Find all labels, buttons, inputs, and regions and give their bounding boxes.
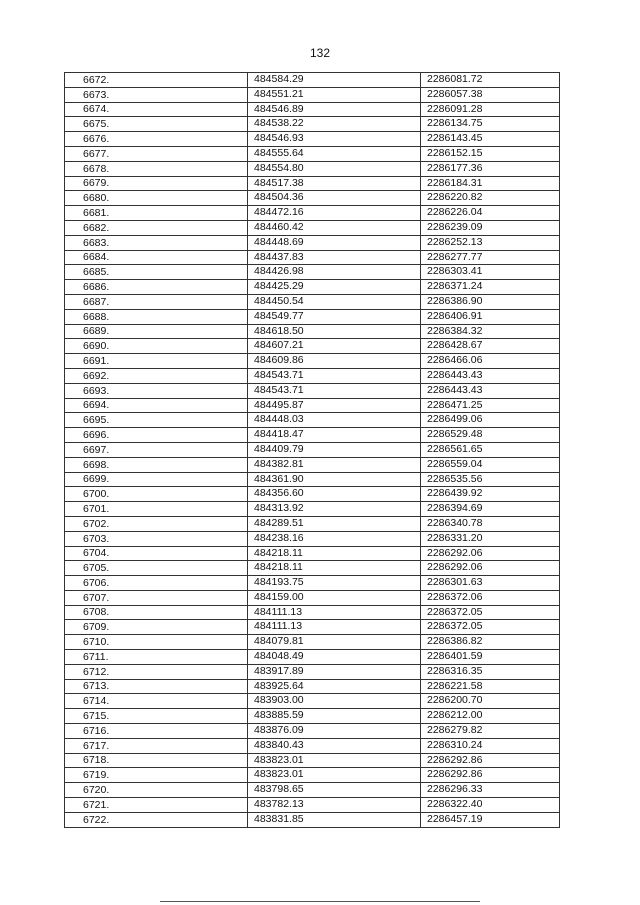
x-coordinate-cell: 484409.79	[248, 442, 421, 457]
point-number-cell: 6705.	[65, 561, 248, 576]
table-row	[65, 191, 560, 206]
point-number-cell: 6694.	[65, 398, 248, 413]
y-coordinate-cell: 2286220.82	[421, 191, 560, 206]
x-coordinate-cell: 484418.47	[248, 428, 421, 443]
y-coordinate-cell: 2286384.32	[421, 324, 560, 339]
x-coordinate-cell: 483903.00	[248, 694, 421, 709]
table-row	[65, 783, 560, 798]
y-coordinate-cell: 2286057.38	[421, 87, 560, 102]
y-coordinate-cell: 2286439.92	[421, 487, 560, 502]
x-coordinate-cell: 484549.77	[248, 309, 421, 324]
table-row	[65, 768, 560, 783]
table-row	[65, 546, 560, 561]
table-row	[65, 650, 560, 665]
table-row	[65, 280, 560, 295]
table-row	[65, 724, 560, 739]
x-coordinate-cell: 484448.69	[248, 235, 421, 250]
table-row	[65, 383, 560, 398]
point-number-cell: 6687.	[65, 294, 248, 309]
y-coordinate-cell: 2286301.63	[421, 576, 560, 591]
x-coordinate-cell: 484238.16	[248, 531, 421, 546]
x-coordinate-cell: 484472.16	[248, 206, 421, 221]
x-coordinate-cell: 484159.00	[248, 590, 421, 605]
x-coordinate-cell: 484426.98	[248, 265, 421, 280]
table-row	[65, 354, 560, 369]
table-row	[65, 265, 560, 280]
x-coordinate-cell: 484584.29	[248, 73, 421, 88]
point-number-cell: 6679.	[65, 176, 248, 191]
y-coordinate-cell: 2286499.06	[421, 413, 560, 428]
x-coordinate-cell: 484361.90	[248, 472, 421, 487]
point-number-cell: 6713.	[65, 679, 248, 694]
x-coordinate-cell: 484517.38	[248, 176, 421, 191]
y-coordinate-cell: 2286303.41	[421, 265, 560, 280]
table-row	[65, 220, 560, 235]
table-row	[65, 176, 560, 191]
table-row	[65, 531, 560, 546]
x-coordinate-cell: 484543.71	[248, 383, 421, 398]
point-number-cell: 6683.	[65, 235, 248, 250]
y-coordinate-cell: 2286081.72	[421, 73, 560, 88]
x-coordinate-cell: 484111.13	[248, 620, 421, 635]
x-coordinate-cell: 484218.11	[248, 561, 421, 576]
x-coordinate-cell: 483925.64	[248, 679, 421, 694]
table-row	[65, 73, 560, 88]
y-coordinate-cell: 2286200.70	[421, 694, 560, 709]
point-number-cell: 6689.	[65, 324, 248, 339]
y-coordinate-cell: 2286134.75	[421, 117, 560, 132]
x-coordinate-cell: 484437.83	[248, 250, 421, 265]
y-coordinate-cell: 2286292.06	[421, 546, 560, 561]
table-row	[65, 442, 560, 457]
x-coordinate-cell: 484618.50	[248, 324, 421, 339]
y-coordinate-cell: 2286529.48	[421, 428, 560, 443]
coordinates-table	[64, 72, 560, 828]
x-coordinate-cell: 483885.59	[248, 709, 421, 724]
x-coordinate-cell: 484460.42	[248, 220, 421, 235]
x-coordinate-cell: 484495.87	[248, 398, 421, 413]
point-number-cell: 6716.	[65, 724, 248, 739]
point-number-cell: 6690.	[65, 339, 248, 354]
point-number-cell: 6688.	[65, 309, 248, 324]
x-coordinate-cell: 483823.01	[248, 753, 421, 768]
y-coordinate-cell: 2286371.24	[421, 280, 560, 295]
point-number-cell: 6675.	[65, 117, 248, 132]
y-coordinate-cell: 2286292.86	[421, 768, 560, 783]
point-number-cell: 6718.	[65, 753, 248, 768]
point-number-cell: 6707.	[65, 590, 248, 605]
y-coordinate-cell: 2286394.69	[421, 502, 560, 517]
point-number-cell: 6701.	[65, 502, 248, 517]
point-number-cell: 6719.	[65, 768, 248, 783]
table-row	[65, 709, 560, 724]
point-number-cell: 6672.	[65, 73, 248, 88]
y-coordinate-cell: 2286331.20	[421, 531, 560, 546]
point-number-cell: 6677.	[65, 146, 248, 161]
y-coordinate-cell: 2286177.36	[421, 161, 560, 176]
table-row	[65, 294, 560, 309]
point-number-cell: 6681.	[65, 206, 248, 221]
point-number-cell: 6697.	[65, 442, 248, 457]
table-row	[65, 132, 560, 147]
x-coordinate-cell: 484218.11	[248, 546, 421, 561]
table-row	[65, 753, 560, 768]
y-coordinate-cell: 2286372.05	[421, 605, 560, 620]
x-coordinate-cell: 483782.13	[248, 798, 421, 813]
table-row	[65, 309, 560, 324]
point-number-cell: 6720.	[65, 783, 248, 798]
table-row	[65, 798, 560, 813]
y-coordinate-cell: 2286322.40	[421, 798, 560, 813]
x-coordinate-cell: 484609.86	[248, 354, 421, 369]
x-coordinate-cell: 483876.09	[248, 724, 421, 739]
x-coordinate-cell: 484543.71	[248, 368, 421, 383]
x-coordinate-cell: 484313.92	[248, 502, 421, 517]
table-row	[65, 87, 560, 102]
point-number-cell: 6676.	[65, 132, 248, 147]
y-coordinate-cell: 2286443.43	[421, 383, 560, 398]
point-number-cell: 6692.	[65, 368, 248, 383]
x-coordinate-cell: 484382.81	[248, 457, 421, 472]
y-coordinate-cell: 2286428.67	[421, 339, 560, 354]
y-coordinate-cell: 2286372.06	[421, 590, 560, 605]
y-coordinate-cell: 2286372.05	[421, 620, 560, 635]
point-number-cell: 6717.	[65, 738, 248, 753]
x-coordinate-cell: 483917.89	[248, 664, 421, 679]
y-coordinate-cell: 2286292.06	[421, 561, 560, 576]
y-coordinate-cell: 2286292.86	[421, 753, 560, 768]
table-row	[65, 605, 560, 620]
y-coordinate-cell: 2286406.91	[421, 309, 560, 324]
y-coordinate-cell: 2286340.78	[421, 516, 560, 531]
table-row	[65, 457, 560, 472]
table-row	[65, 590, 560, 605]
x-coordinate-cell: 484607.21	[248, 339, 421, 354]
x-coordinate-cell: 483823.01	[248, 768, 421, 783]
point-number-cell: 6706.	[65, 576, 248, 591]
point-number-cell: 6700.	[65, 487, 248, 502]
point-number-cell: 6698.	[65, 457, 248, 472]
point-number-cell: 6680.	[65, 191, 248, 206]
y-coordinate-cell: 2286239.09	[421, 220, 560, 235]
point-number-cell: 6695.	[65, 413, 248, 428]
coordinates-table-body	[65, 73, 560, 828]
x-coordinate-cell: 484546.93	[248, 132, 421, 147]
table-row	[65, 576, 560, 591]
y-coordinate-cell: 2286559.04	[421, 457, 560, 472]
x-coordinate-cell: 484504.36	[248, 191, 421, 206]
x-coordinate-cell: 484546.89	[248, 102, 421, 117]
x-coordinate-cell: 483798.65	[248, 783, 421, 798]
y-coordinate-cell: 2286221.58	[421, 679, 560, 694]
point-number-cell: 6673.	[65, 87, 248, 102]
table-row	[65, 102, 560, 117]
point-number-cell: 6703.	[65, 531, 248, 546]
table-row	[65, 339, 560, 354]
table-row	[65, 368, 560, 383]
table-row	[65, 206, 560, 221]
x-coordinate-cell: 483831.85	[248, 812, 421, 827]
y-coordinate-cell: 2286386.90	[421, 294, 560, 309]
table-row	[65, 502, 560, 517]
x-coordinate-cell: 484356.60	[248, 487, 421, 502]
y-coordinate-cell: 2286252.13	[421, 235, 560, 250]
x-coordinate-cell: 484448.03	[248, 413, 421, 428]
x-coordinate-cell: 483840.43	[248, 738, 421, 753]
table-row	[65, 472, 560, 487]
table-row	[65, 398, 560, 413]
table-row	[65, 250, 560, 265]
point-number-cell: 6684.	[65, 250, 248, 265]
table-row	[65, 812, 560, 827]
y-coordinate-cell: 2286212.00	[421, 709, 560, 724]
point-number-cell: 6682.	[65, 220, 248, 235]
x-coordinate-cell: 484111.13	[248, 605, 421, 620]
y-coordinate-cell: 2286466.06	[421, 354, 560, 369]
point-number-cell: 6709.	[65, 620, 248, 635]
table-row	[65, 679, 560, 694]
y-coordinate-cell: 2286143.45	[421, 132, 560, 147]
point-number-cell: 6693.	[65, 383, 248, 398]
point-number-cell: 6686.	[65, 280, 248, 295]
y-coordinate-cell: 2286535.56	[421, 472, 560, 487]
y-coordinate-cell: 2286091.28	[421, 102, 560, 117]
y-coordinate-cell: 2286471.25	[421, 398, 560, 413]
point-number-cell: 6685.	[65, 265, 248, 280]
y-coordinate-cell: 2286277.77	[421, 250, 560, 265]
page-number: 132	[309, 46, 331, 60]
y-coordinate-cell: 2286561.65	[421, 442, 560, 457]
point-number-cell: 6711.	[65, 650, 248, 665]
point-number-cell: 6710.	[65, 635, 248, 650]
y-coordinate-cell: 2286152.15	[421, 146, 560, 161]
x-coordinate-cell: 484554.80	[248, 161, 421, 176]
table-row	[65, 664, 560, 679]
y-coordinate-cell: 2286401.59	[421, 650, 560, 665]
table-row	[65, 235, 560, 250]
table-row	[65, 516, 560, 531]
y-coordinate-cell: 2286386.82	[421, 635, 560, 650]
y-coordinate-cell: 2286316.35	[421, 664, 560, 679]
table-row	[65, 487, 560, 502]
table-row	[65, 324, 560, 339]
y-coordinate-cell: 2286310.24	[421, 738, 560, 753]
x-coordinate-cell: 484450.54	[248, 294, 421, 309]
point-number-cell: 6712.	[65, 664, 248, 679]
bottom-rule	[160, 901, 480, 902]
y-coordinate-cell: 2286296.33	[421, 783, 560, 798]
y-coordinate-cell: 2286279.82	[421, 724, 560, 739]
table-row	[65, 428, 560, 443]
point-number-cell: 6678.	[65, 161, 248, 176]
table-row	[65, 635, 560, 650]
point-number-cell: 6702.	[65, 516, 248, 531]
point-number-cell: 6714.	[65, 694, 248, 709]
x-coordinate-cell: 484538.22	[248, 117, 421, 132]
x-coordinate-cell: 484555.64	[248, 146, 421, 161]
table-row	[65, 117, 560, 132]
point-number-cell: 6704.	[65, 546, 248, 561]
point-number-cell: 6715.	[65, 709, 248, 724]
point-number-cell: 6696.	[65, 428, 248, 443]
point-number-cell: 6708.	[65, 605, 248, 620]
table-row	[65, 694, 560, 709]
table-row	[65, 738, 560, 753]
point-number-cell: 6691.	[65, 354, 248, 369]
y-coordinate-cell: 2286184.31	[421, 176, 560, 191]
y-coordinate-cell: 2286457.19	[421, 812, 560, 827]
point-number-cell: 6674.	[65, 102, 248, 117]
x-coordinate-cell: 484048.49	[248, 650, 421, 665]
x-coordinate-cell: 484079.81	[248, 635, 421, 650]
x-coordinate-cell: 484193.75	[248, 576, 421, 591]
table-row	[65, 620, 560, 635]
table-row	[65, 413, 560, 428]
point-number-cell: 6699.	[65, 472, 248, 487]
x-coordinate-cell: 484551.21	[248, 87, 421, 102]
y-coordinate-cell: 2286226.04	[421, 206, 560, 221]
table-row	[65, 161, 560, 176]
y-coordinate-cell: 2286443.43	[421, 368, 560, 383]
point-number-cell: 6722.	[65, 812, 248, 827]
point-number-cell: 6721.	[65, 798, 248, 813]
x-coordinate-cell: 484425.29	[248, 280, 421, 295]
table-row	[65, 561, 560, 576]
x-coordinate-cell: 484289.51	[248, 516, 421, 531]
table-row	[65, 146, 560, 161]
